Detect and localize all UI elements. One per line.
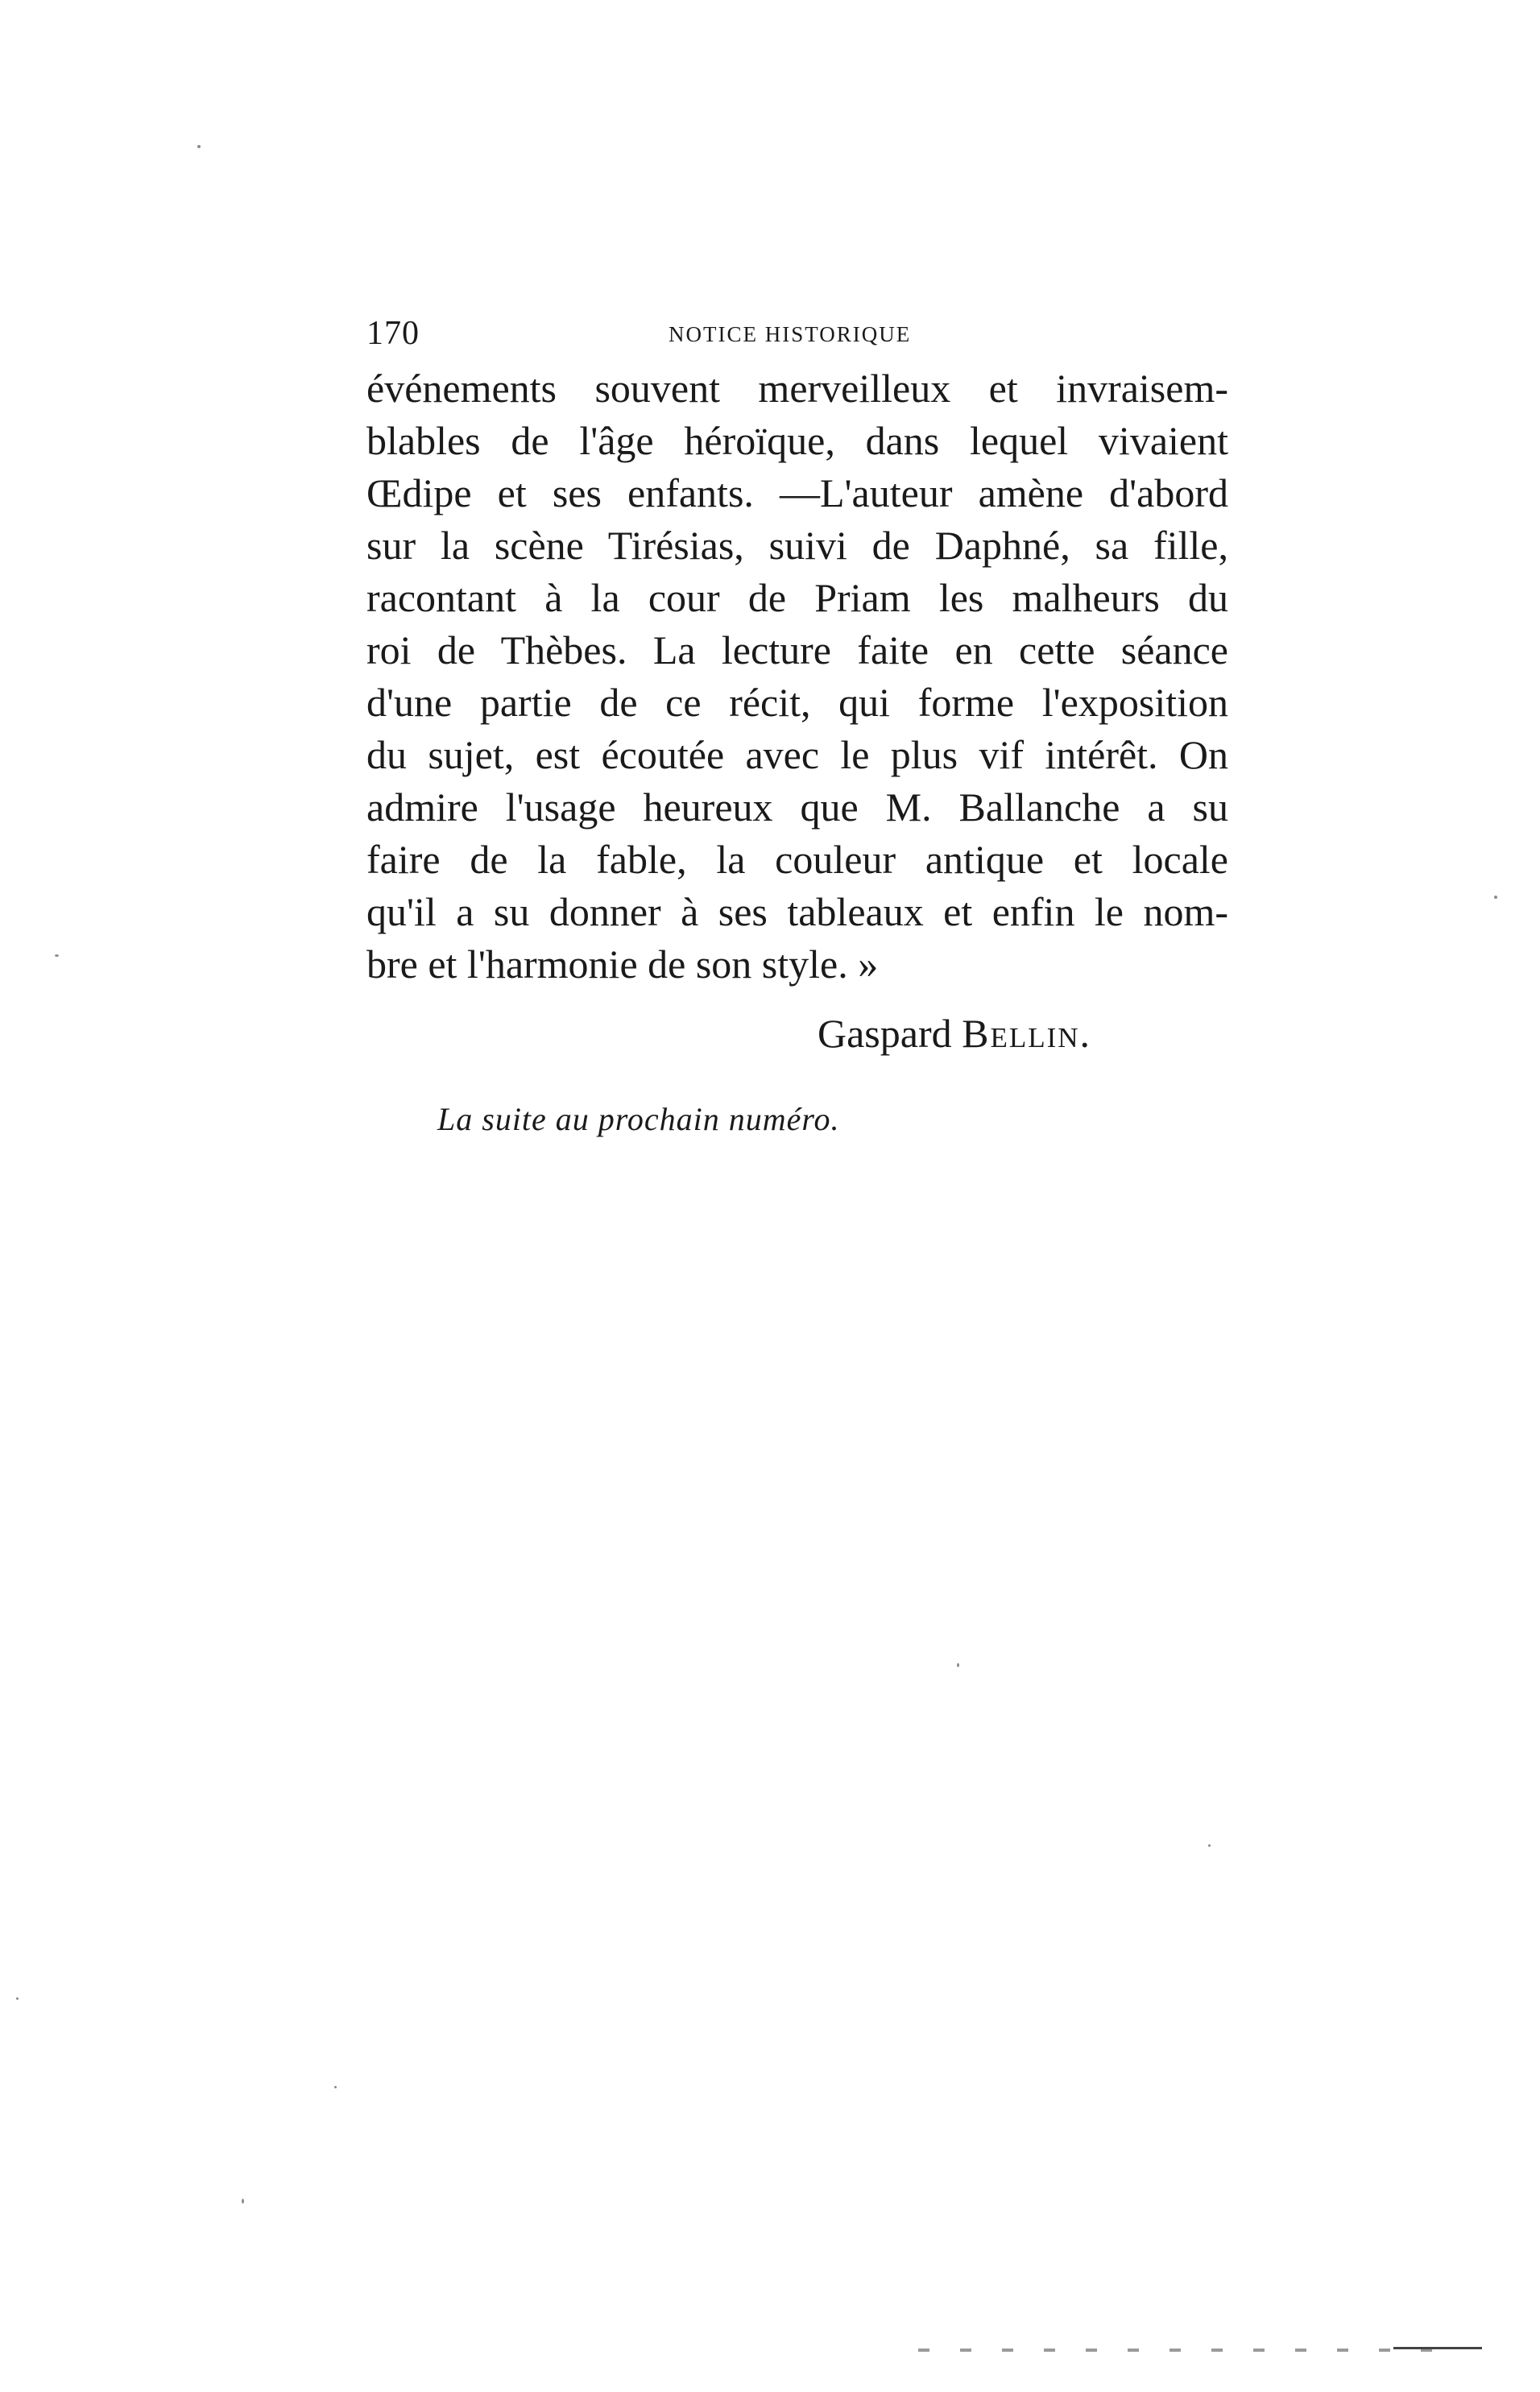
text-line: roi de Thèbes. La lecture faite en cette séance: [366, 627, 1228, 672]
text-line: du sujet, est écoutée avec le plus vif intérêt. On: [366, 732, 1228, 777]
paper-speck: [55, 954, 59, 957]
page-number: 170: [366, 315, 420, 352]
text-line-last: bre et l'harmonie de son style. »: [366, 941, 879, 987]
body-text: [366, 362, 1228, 991]
page-header: [366, 309, 1228, 358]
paper-speck: [16, 1997, 19, 2000]
running-head: NOTICE HISTORIQUE: [669, 322, 912, 346]
scan-artifact-rule: [1393, 2347, 1482, 2349]
author-last-name: Bellin.: [962, 1011, 1092, 1056]
text-line: racontant à la cour de Priam les malheurs du: [366, 575, 1228, 620]
paper-speck: [334, 2086, 337, 2088]
text-line: d'une partie de ce récit, qui forme l'exposition: [366, 680, 1228, 725]
text-line: Œdipe et ses enfants. —L'auteur amène d'abord: [366, 470, 1228, 515]
author-first-name: Gaspard: [818, 1011, 952, 1056]
text-line: faire de la fable, la couleur antique et locale: [366, 837, 1228, 882]
text-line: événements souvent merveilleux et invraisem-: [366, 366, 1228, 411]
paper-speck: [242, 2199, 244, 2204]
text-line: blables de l'âge héroïque, dans lequel vivaient: [366, 418, 1228, 463]
text-line: qu'il a su donner à ses tableaux et enfin le nom-: [366, 889, 1228, 934]
continued-note: La suite au prochain numéro.: [437, 1101, 840, 1137]
paper-speck: [197, 145, 201, 148]
text-line: sur la scène Tirésias, suivi de Daphné, sa fille,: [366, 523, 1228, 568]
scan-artifact-dashes: [918, 2349, 1434, 2352]
author-signature: [818, 1005, 1091, 1062]
text-line: admire l'usage heureux que M. Ballanche a su: [366, 784, 1228, 830]
paper-speck: [1494, 896, 1497, 899]
paper-speck: [957, 1663, 959, 1667]
paper-speck: [1208, 1844, 1211, 1847]
